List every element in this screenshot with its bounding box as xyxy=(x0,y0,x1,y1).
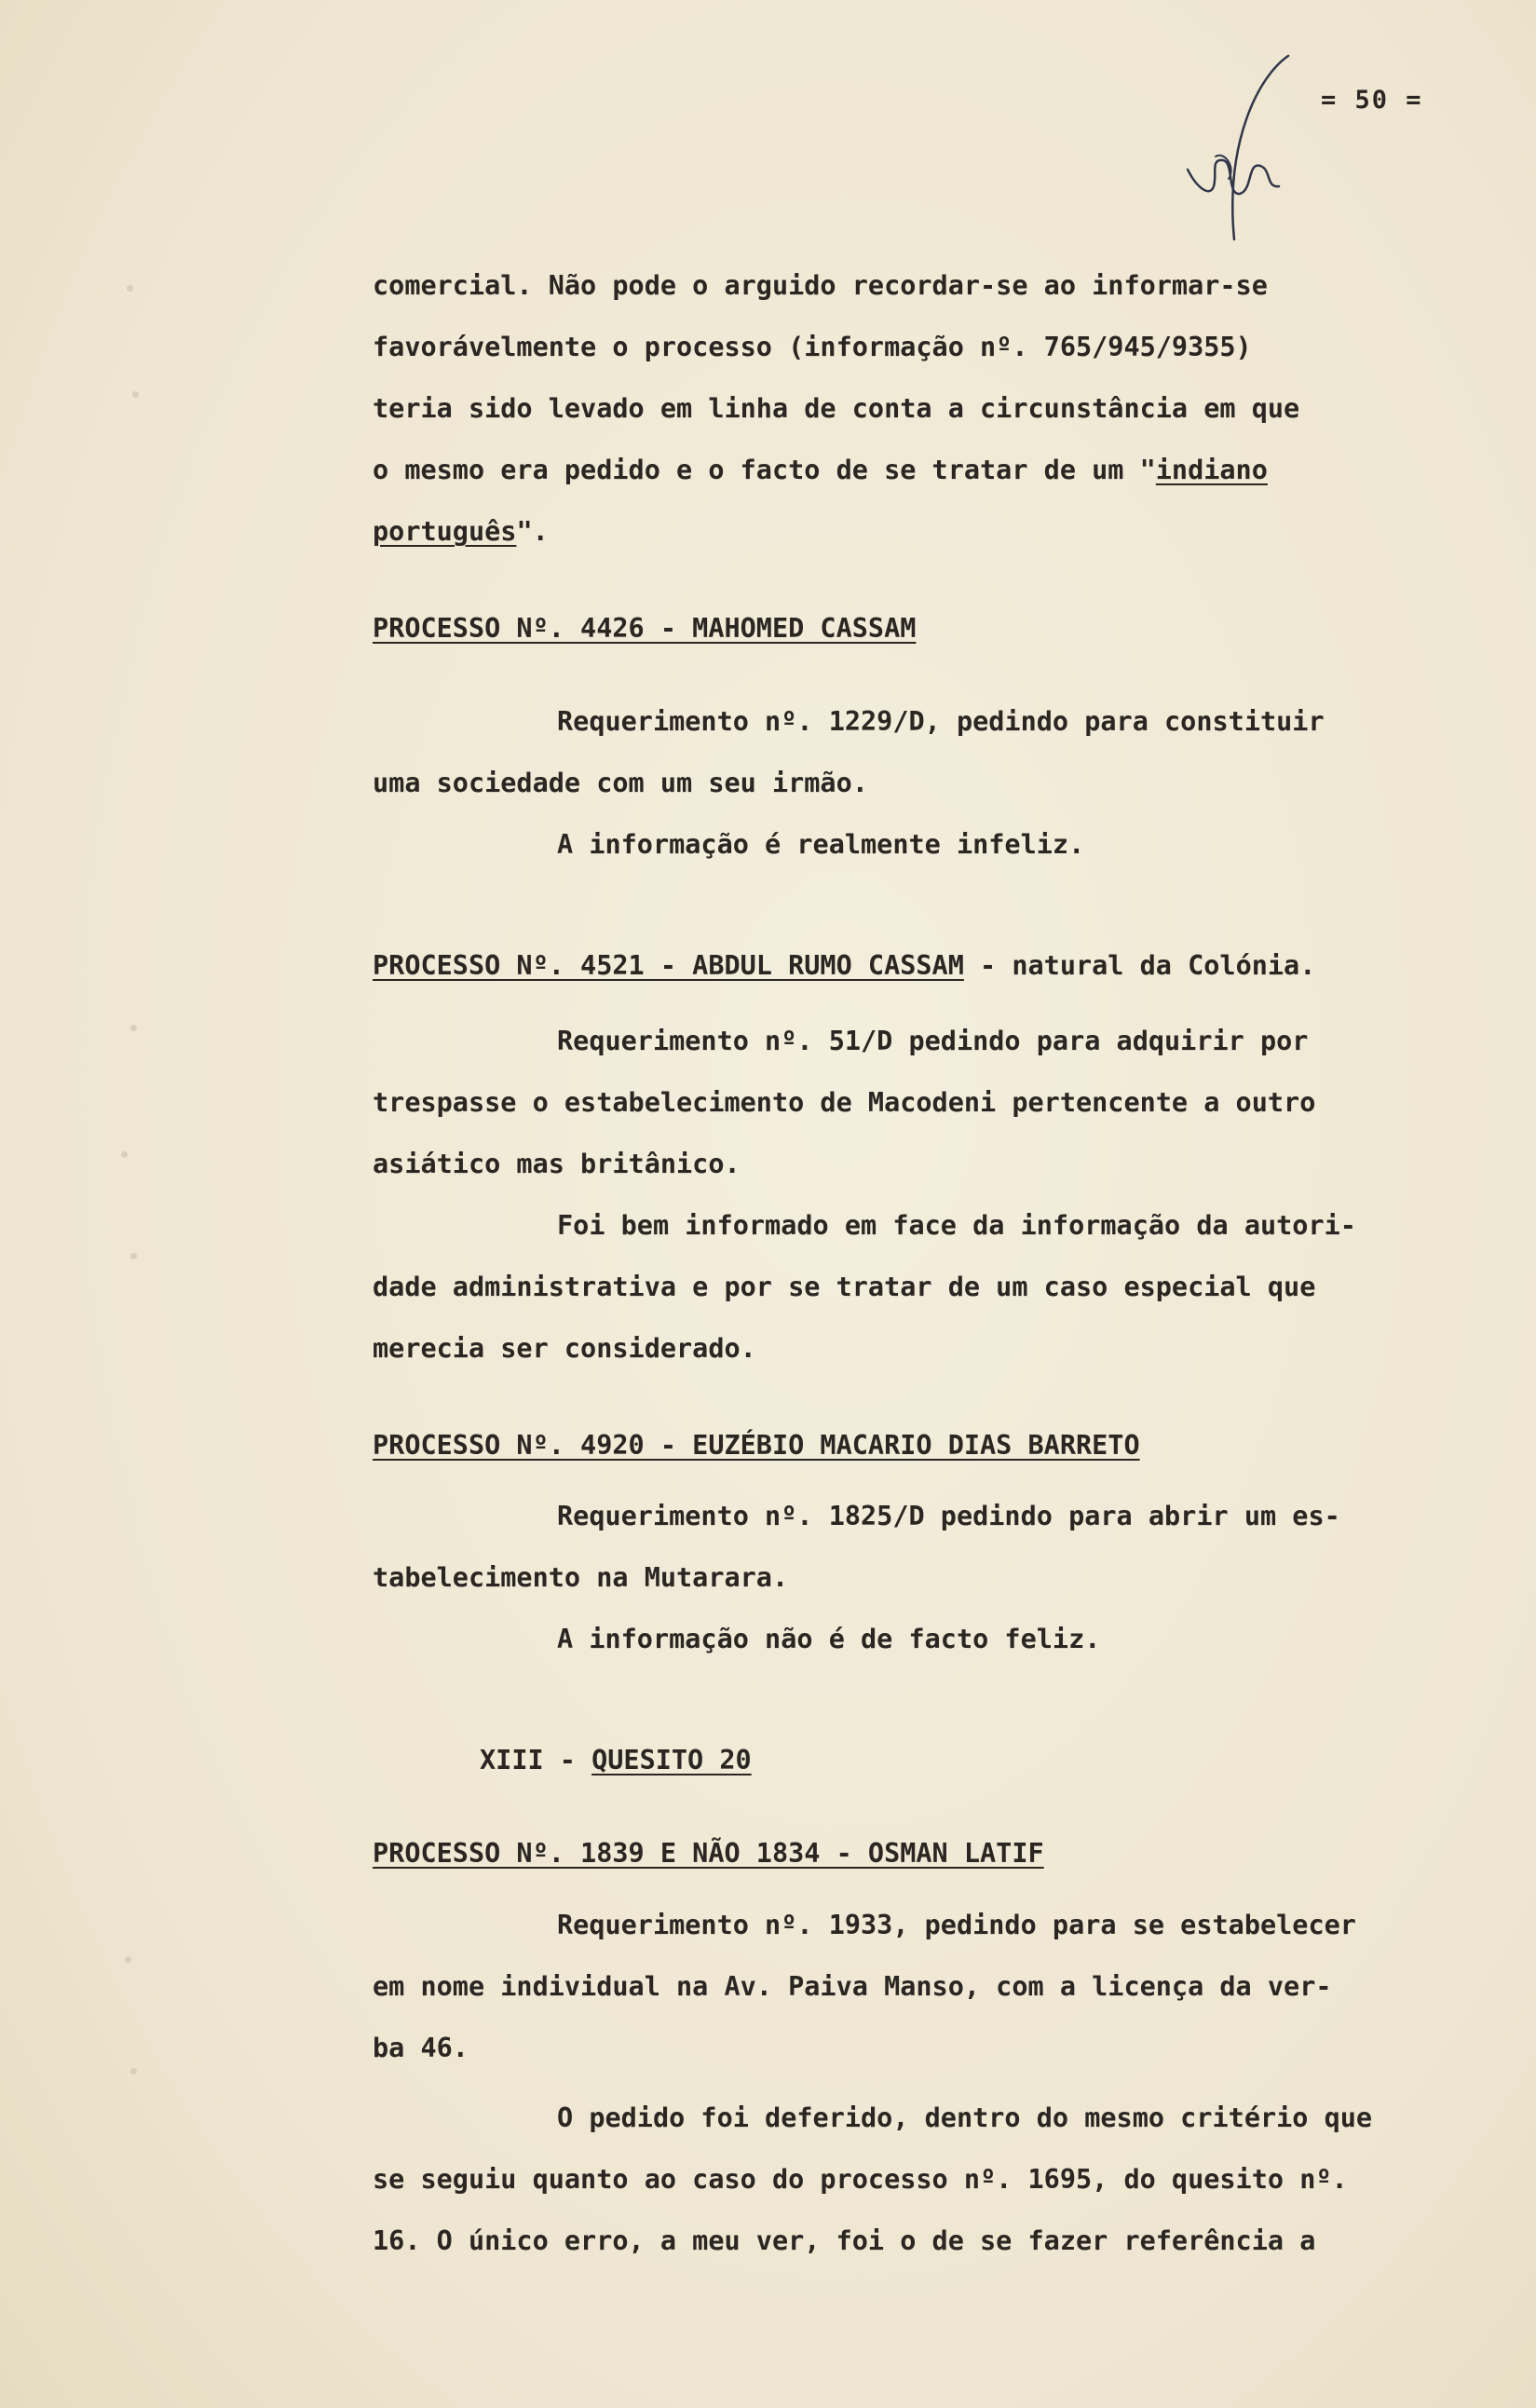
paragraph-line: trespasse o estabelecimento de Macodeni pertencente a outro xyxy=(373,1087,1316,1118)
paragraph-line: Requerimento nº. 1933, pedindo para se estabelecer xyxy=(557,1910,1356,1940)
handwritten-initials xyxy=(1169,48,1309,244)
margin-mark xyxy=(121,1151,128,1158)
margin-mark xyxy=(130,1253,137,1259)
margin-mark xyxy=(125,1956,131,1963)
paragraph-line: A informação não é de facto feliz. xyxy=(557,1624,1101,1654)
paragraph-line: Requerimento nº. 1825/D pedindo para abrir um es- xyxy=(557,1501,1340,1531)
process-heading: PROCESSO Nº. 4426 - MAHOMED CASSAM xyxy=(373,613,917,644)
process-heading: PROCESSO Nº. 1839 E NÃO 1834 - OSMAN LATIF xyxy=(373,1838,1044,1869)
paragraph-line: Requerimento nº. 1229/D, pedindo para constituir xyxy=(557,706,1325,737)
paragraph-line: Foi bem informado em face da informação da autori- xyxy=(557,1210,1356,1241)
paragraph-line: o mesmo era pedido e o facto de se tratar de um "indiano xyxy=(373,455,1268,485)
paragraph-line: em nome individual na Av. Paiva Manso, com a licença da ver- xyxy=(373,1971,1332,2002)
paragraph-line: português". xyxy=(373,516,549,547)
paragraph-line: A informação é realmente infeliz. xyxy=(557,829,1085,860)
margin-mark xyxy=(132,391,139,398)
margin-mark xyxy=(127,285,133,292)
paragraph-line: 16. O único erro, a meu ver, foi o de se fazer referência a xyxy=(373,2225,1316,2256)
margin-mark xyxy=(130,1025,137,1031)
paragraph-line: dade administrativa e por se tratar de um caso especial que xyxy=(373,1272,1316,1302)
paragraph-line: se seguiu quanto ao caso do processo nº. 1695, do quesito nº. xyxy=(373,2164,1348,2195)
paragraph-line: ba 46. xyxy=(373,2033,469,2063)
paragraph-line: teria sido levado em linha de conta a circunstância em que xyxy=(373,393,1300,424)
paragraph-line: tabelecimento na Mutarara. xyxy=(373,1562,789,1593)
page-number: = 50 = xyxy=(1321,86,1423,115)
process-heading: PROCESSO Nº. 4521 - ABDUL RUMO CASSAM - natural da Colónia. xyxy=(373,950,1316,981)
paragraph-line: Requerimento nº. 51/D pedindo para adquirir por xyxy=(557,1026,1309,1056)
process-heading: PROCESSO Nº. 4920 - EUZÉBIO MACARIO DIAS BARRETO xyxy=(373,1430,1140,1461)
paragraph-line: O pedido foi deferido, dentro do mesmo critério que xyxy=(557,2102,1373,2133)
margin-mark xyxy=(130,2068,137,2075)
paragraph-line: asiático mas britânico. xyxy=(373,1149,741,1179)
paragraph-line: uma sociedade com um seu irmão. xyxy=(373,768,868,798)
section-heading: XIII - QUESITO 20 xyxy=(480,1745,752,1775)
paragraph-line: favorávelmente o processo (informação nº. 765/945/9355) xyxy=(373,332,1252,362)
paragraph-line: comercial. Não pode o arguido recordar-se ao informar-se xyxy=(373,270,1268,301)
paragraph-line: merecia ser considerado. xyxy=(373,1333,756,1364)
